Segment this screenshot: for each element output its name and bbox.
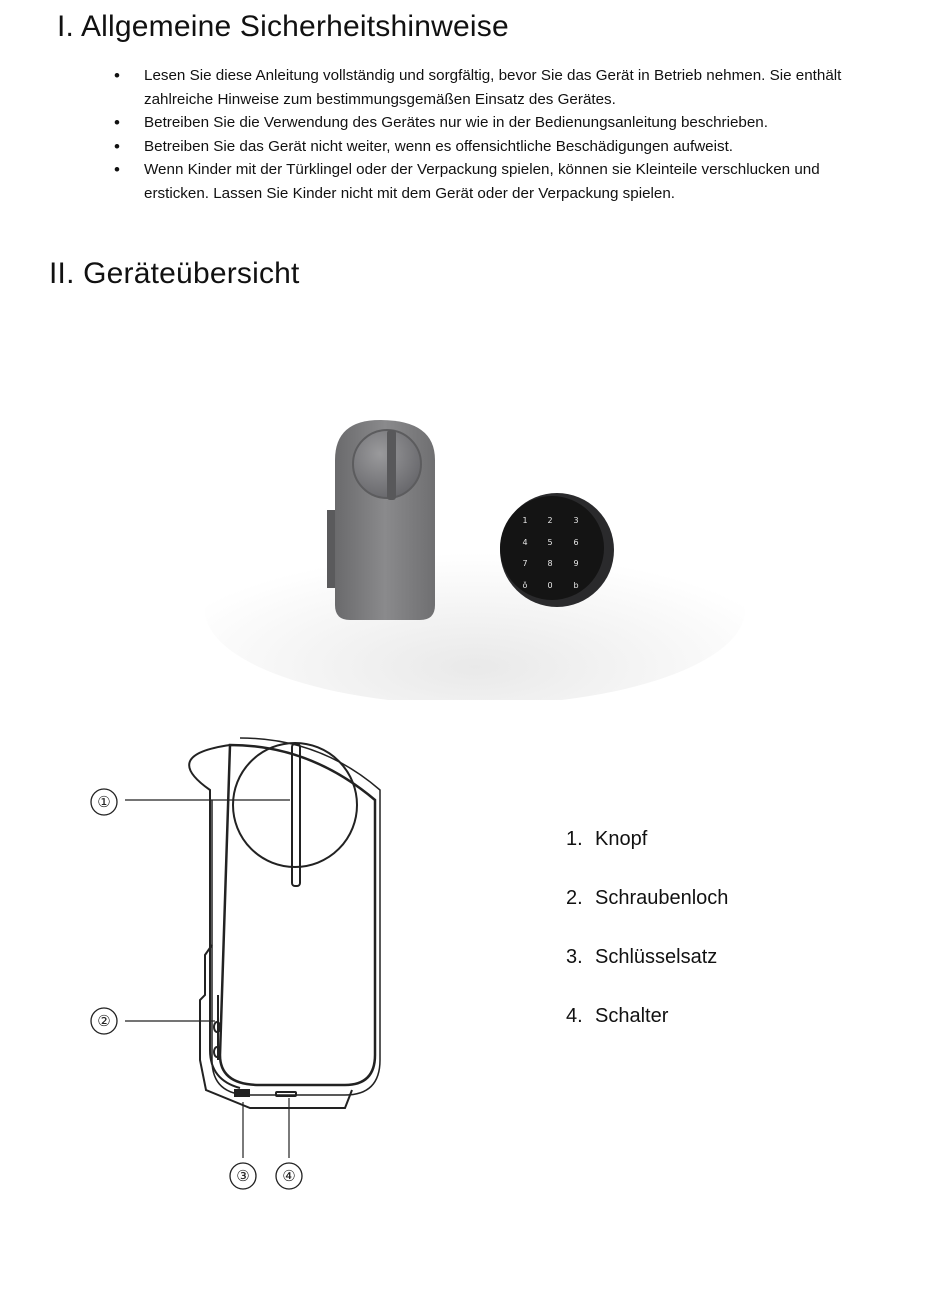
callout-number: ④ [282, 1167, 296, 1185]
callout-number: ③ [236, 1167, 250, 1185]
keypad-key-label: 5 [547, 538, 553, 547]
keypad-key-label: 9 [573, 559, 579, 568]
part-label: Schlüsselsatz [595, 946, 718, 968]
section-title-overview: II. Geräteübersicht [49, 257, 300, 290]
part-number: 3. [566, 946, 583, 968]
safety-bullet: • Lesen Sie diese Anleitung vollständig und sorgfältig, bevor Sie das Gerät in Betrieb nehmen. Sie enthält zahlreiche Hinweise zum bestimmungsgemäßen Einsatz des Gerätes. [110, 64, 880, 111]
keypad-key-label: 4 [522, 538, 528, 547]
keypad-key-label: 1 [522, 516, 528, 525]
smart-lock-body [327, 420, 435, 620]
parts-list-item [566, 943, 728, 1002]
safety-bullet: • Wenn Kinder mit der Türklingel oder der Verpackung spielen, können sie Kleinteile verschlucken und ersticken. Lassen Sie Kinder nicht mit dem Gerät oder der Verpackung spielen. [110, 158, 880, 205]
keypad-key-label: 6 [573, 538, 579, 547]
part-label: Schraubenloch [595, 887, 729, 909]
part-label: Schalter [595, 1005, 669, 1027]
keypad-key-label: 8 [547, 559, 553, 568]
safety-bullet: • Betreiben Sie die Verwendung des Gerätes nur wie in der Bedienungsanleitung beschrieben. [110, 111, 880, 135]
parts-list-item [566, 825, 728, 884]
part-label: Knopf [595, 828, 648, 850]
callout-number: ② [97, 1012, 111, 1030]
part-number: 1. [566, 828, 583, 850]
keypad-key-label: 7 [522, 559, 528, 568]
safety-bullet-list [110, 64, 880, 205]
keypad-key-label: 0 [547, 581, 553, 590]
device-line-drawing [80, 730, 420, 1210]
callout-number: ① [97, 793, 111, 811]
keypad-device [500, 493, 614, 607]
part-number: 2. [566, 887, 583, 909]
parts-list-item [566, 884, 728, 943]
keypad-key-label: 2 [547, 516, 553, 525]
keypad-key-label: ǒ [522, 581, 528, 590]
product-photo [205, 400, 745, 700]
parts-list [566, 825, 728, 1061]
keypad-key-label: b [573, 581, 579, 590]
section-title-safety: I. Allgemeine Sicherheitshinweise [57, 10, 509, 43]
part-number: 4. [566, 1005, 583, 1027]
parts-list-item [566, 1002, 728, 1061]
keypad-key-label: 3 [573, 516, 579, 525]
safety-bullet: • Betreiben Sie das Gerät nicht weiter, wenn es offensichtliche Beschädigungen aufweist. [110, 135, 880, 159]
